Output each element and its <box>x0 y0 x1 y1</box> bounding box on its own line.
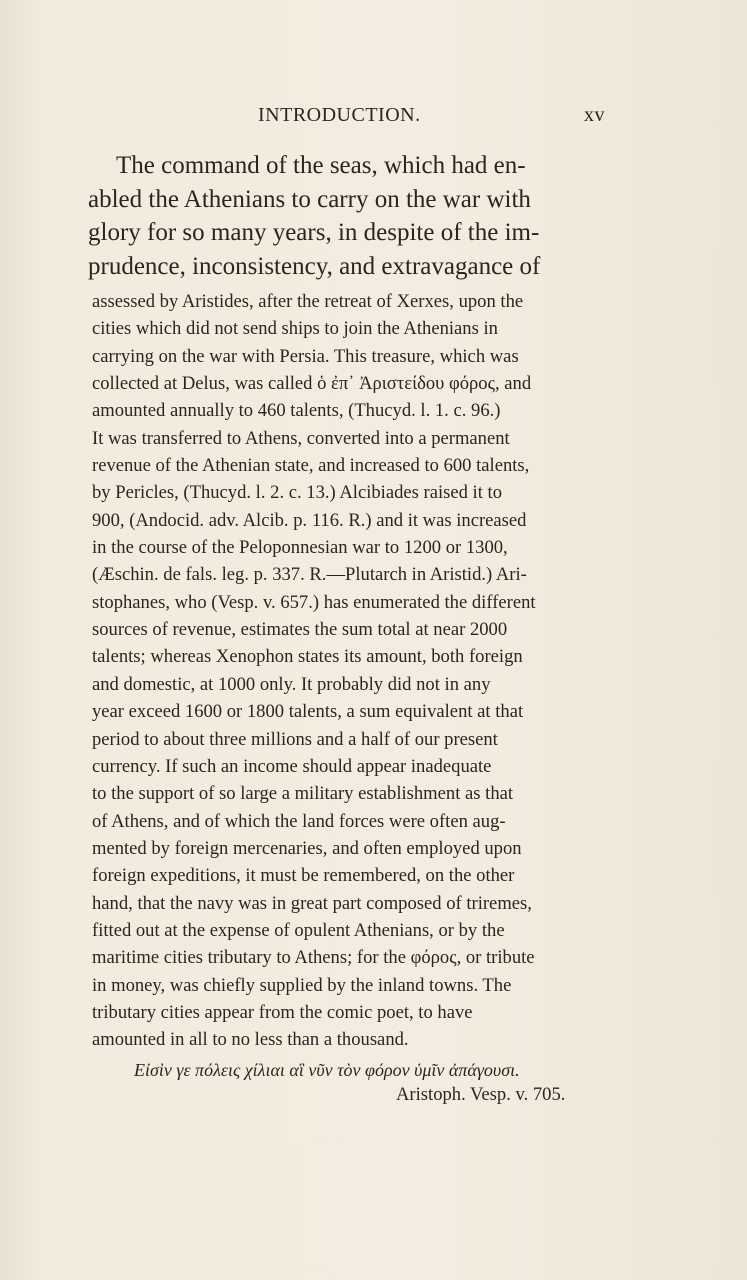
main-text-line: The command of the seas, which had en- <box>116 152 526 179</box>
footnote-line: foreign expeditions, it must be remembered, on the other <box>92 865 515 887</box>
footnote-line: It was transferred to Athens, converted into a permanent <box>92 427 510 449</box>
main-text-line: abled the Athenians to carry on the war with <box>88 185 531 213</box>
footnote-line: to the support of so large a military establishment as that <box>92 783 514 805</box>
footnote-line: and domestic, at 1000 only. It probably did not in any <box>92 673 491 695</box>
footnote-line: of Athens, and of which the land forces were often aug- <box>92 810 506 832</box>
footnote-line: in money, was chiefly supplied by the inland towns. The <box>92 974 512 996</box>
footnote-line: hand, that the navy was in great part composed of triremes, <box>92 892 532 914</box>
footnote-line: fitted out at the expense of opulent Athenians, or by the <box>92 919 505 941</box>
footnote-line: (Æschin. de fals. leg. p. 337. R.—Plutarch in Aristid.) Ari- <box>92 564 527 586</box>
footnote-line: collected at Delus, was called ὁ ἐπ᾽ Ἀριστείδου φόρος, and <box>92 373 532 395</box>
footnote-line: mented by foreign mercenaries, and often employed upon <box>92 837 522 859</box>
footnote-line: amounted annually to 460 talents, (Thucyd. l. 1. c. 96.) <box>92 400 501 422</box>
main-text-line: prudence, inconsistency, and extravagance of <box>88 252 541 280</box>
main-text <box>88 149 610 283</box>
running-head <box>0 104 747 130</box>
footnote-line: maritime cities tributary to Athens; for the φόρος, or tribute <box>92 947 535 969</box>
footnote-line: stophanes, who (Vesp. v. 657.) has enumerated the different <box>92 591 536 613</box>
footnote-line: revenue of the Athenian state, and increased to 600 talents, <box>92 455 530 477</box>
footnote-line: carrying on the war with Persia. This treasure, which was <box>92 345 519 367</box>
footnote-line: talents; whereas Xenophon states its amount, both foreign <box>92 646 523 668</box>
footnote-line: sources of revenue, estimates the sum total at near 2000 <box>92 619 508 641</box>
main-text-line: glory for so many years, in despite of the im- <box>88 219 540 246</box>
footnote-line: assessed by Aristides, after the retreat of Xerxes, upon the <box>92 291 524 312</box>
footnote <box>92 288 612 1054</box>
footnote-line: currency. If such an income should appear inadequate <box>92 755 492 777</box>
page-number: xv <box>584 104 605 126</box>
footnote-line: tributary cities appear from the comic poet, to have <box>92 1001 473 1023</box>
footnote-line: period to about three millions and a half of our present <box>92 728 498 750</box>
quote-citation: Aristoph. Vesp. v. 705. <box>396 1084 566 1105</box>
greek-quote: Εἰσὶν γε πόλεις χίλιαι αἳ νῦν τὸν φόρον ὑμῖν ἀπάγουσι. <box>134 1060 520 1080</box>
footnote-line: cities which did not send ships to join the Athenians in <box>92 318 498 340</box>
running-title: INTRODUCTION. <box>258 104 421 126</box>
footnote-line: in the course of the Peloponnesian war to 1200 or 1300, <box>92 537 508 559</box>
footnote-line: amounted in all to no less than a thousand. <box>92 1029 409 1051</box>
footnote-line: by Pericles, (Thucyd. l. 2. c. 13.) Alcibiades raised it to <box>92 482 502 504</box>
footnote-line: 900, (Andocid. adv. Alcib. p. 116. R.) and it was increased <box>92 509 527 531</box>
footnote-line: year exceed 1600 or 1800 talents, a sum equivalent at that <box>92 701 524 723</box>
